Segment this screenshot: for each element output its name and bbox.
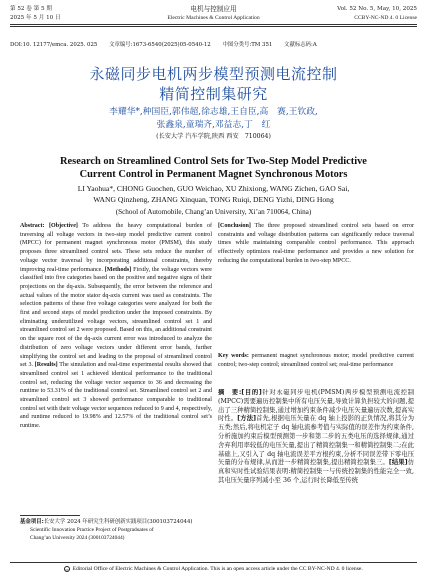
funding-zh: 长安大学 2024 年研究生科研创新实践项目(300103724044)	[43, 519, 193, 525]
doi-link[interactable]: DOI:10. 12177/emca. 2025. 025	[10, 42, 98, 48]
abstract-label: Abstract:	[20, 223, 45, 229]
funding-label: 基金项目:	[20, 519, 44, 525]
doi-row	[10, 42, 417, 49]
title-zh-line2: 精简控制集研究	[159, 85, 268, 103]
results-zh-text: 仿真和实时性试验结果表明:精简控制集一与传统控制集的性能完全一致,其电压矢量序列减小至 36 个,运行时长降低至传统	[218, 459, 414, 484]
conclusion-label: [Conclusion]	[218, 223, 251, 229]
objective-text: To address the heavy computational burden of traversing all voltage vectors in two-step model predictive current control (MPCC) for permanent magnet synchronous motor (PMSM), this study proposes three streamlined control sets. These sets reduce the number of voltage vector traversal by incorporating additional constraints, thereby improving real-time performance.	[20, 223, 212, 273]
header-date-zh: 2025 年 5 月 10 日	[10, 15, 61, 21]
header-license-en: CCBY-NC-ND 4. 0 License	[354, 15, 417, 21]
title-zh-line1: 永磁同步电机两步模型预测电流控制	[89, 65, 338, 83]
header-journal-en: Electric Machines & Control Application	[167, 15, 260, 21]
affiliation-en: (School of Automobile, Chang’an University, Xi’an 710064, China)	[115, 208, 312, 216]
title-en-line1: Research on Streamlined Control Sets for Two-Step Model Predictive	[60, 156, 367, 167]
objective-label: [Objective]	[49, 223, 78, 229]
authors-zh-line1: 李耀华*,种国臣,郭伟超,徐志雄,王自臣,高 赛,王钦政,	[109, 107, 318, 117]
license-footer	[0, 565, 427, 573]
abstract-en-left-column	[20, 222, 212, 512]
running-header	[10, 6, 417, 14]
results-text: The simulation and real-time experimental results showed that streamlined control set 1 achieved identical performance to the traditional control set, reducing the voltage vector sequence to 36 and decreasing the runtime to 53.31% of the traditional control set. Streamlined control set 2 and streamlined control set 3 showed performance comparable to traditional control set with their voltage vector sequences reduced to 9 and 4, respectively, and runtime reduced to 19.98% and 12.57% of the traditional control set’s runtime.	[20, 362, 212, 430]
abstract-en-right-column	[218, 222, 414, 349]
authors-zh-line2: 张鑫泉,童瑞齐,邓益志,丁 红	[156, 120, 271, 130]
funding-note	[20, 518, 212, 542]
methods-zh-text: 首先,根据电压矢量在 dq 轴上投影的正负情况,将其分为五类;然后,将电机定子 dq 轴电流参考值与实际值的误差作为约束条件,分析施加约束后模型预测第一步和第二步的五类电压的选择规律,通过舍弃利用率较低的电压矢量,提出了精简控制集一和精简控制集二;在此基础上,又引入了 dq 轴电流误差平方根约束,分析不同误差带下零电压矢量的分布规律,从而进一步精简控制集,提出精简控制集三。	[218, 415, 414, 467]
keywords-label: Key words:	[218, 353, 249, 359]
running-header-line2	[10, 15, 417, 23]
article-number: 文章编号:1673-6540(2025)05-0540-12	[109, 42, 211, 48]
abstract-zh-label: 摘 要:	[218, 389, 242, 396]
results-label: [Results]	[34, 362, 58, 369]
methods-zh-label: [方法]	[237, 415, 257, 423]
license-text: Editorial Office of Electric Machines & Control Application. This is an open access article under the CC BY-NC-ND 4. 0 license.	[72, 566, 363, 572]
funding-en-line1: Scientific Innovation Practice Project of Postgraduates of	[30, 527, 154, 533]
affiliation-zh: (长安大学 汽车学院,陕西 西安 710064)	[156, 133, 271, 140]
title-en-line2: Current Control in Permanent Magnet Synchronous Motors	[79, 169, 348, 180]
results-zh-label: [结果]	[388, 459, 408, 467]
abstract-zh	[218, 389, 414, 559]
header-rule	[10, 24, 417, 25]
funding-en-line2: Chang’an University 2024 (300103724044)	[30, 535, 125, 541]
objective-zh-label: [目的]	[241, 389, 262, 396]
header-volume-en: Vol. 52 No. 5, May, 10, 2025	[337, 6, 417, 12]
header-journal-zh: 电机与控制应用	[190, 5, 237, 13]
authors-en-line1: LI Yaohua*, CHONG Guochen, GUO Weichao, XU Zhixiong, WANG Zichen, GAO Sai,	[77, 184, 350, 193]
footer-rule	[10, 562, 417, 563]
keywords-en	[218, 352, 414, 369]
keywords-text: permanent magnet synchronous motor; model predictive current control; two-step control; streamlined control set; real-time performance	[218, 353, 414, 368]
copyright-icon: cc	[65, 567, 69, 572]
methods-label: [Methods]	[104, 266, 132, 273]
document-code: 文献标志码:A	[284, 42, 317, 48]
clc-number: 中图分类号:TM 351	[222, 42, 273, 48]
authors-en-line2: WANG Qinzheng, ZHANG Xinquan, TONG Ruiqi, DENG Yizhi, DING Hong	[93, 195, 334, 204]
conclusion-text: The three proposed streamlined control sets based on error constraints and voltage distribution patterns can significantly reduce traversal times while maintaining comparable control performance. This approach effectively optimizes real-time performance and provides a new solution for reducing the computational burden in two-step MPCC.	[218, 223, 414, 264]
methods-text: Firstly, the voltage vectors were classified into five categories based on the positive and negative signs of their projections on the dq-axis. Subsequently, the error between the reference and actual values of the motor stator dq-axis current was used as constraints. The selection patterns of these five voltage categories were analyzed for both the first and second steps of model prediction under the imposed constraints. By eliminating underutilized voltage vectors, streamlined control set 1 and streamlined control set 2 were proposed. Based on this, an additional constraint on the square root of the dq-axis current error was introduced to analyze the distribution of zero voltage vectors under different error bands, further simplifying the control set and leading to the proposal of streamlined control set 3.	[20, 266, 212, 369]
header-volume-zh: 第 52 卷 第 5 期	[10, 6, 52, 12]
header-rule-thin	[10, 26, 417, 27]
objective-zh-text: 针对永磁同步电机(PMSM)两步模型预测电流控制(MPCC)需要遍历控制集中所有电压矢量,导致计算负担较大的问题,提出了三种精简控制集,通过增加约束条件减少电压矢量遍历次数,提高实时性。	[218, 389, 414, 423]
footnote-rule	[20, 515, 80, 516]
